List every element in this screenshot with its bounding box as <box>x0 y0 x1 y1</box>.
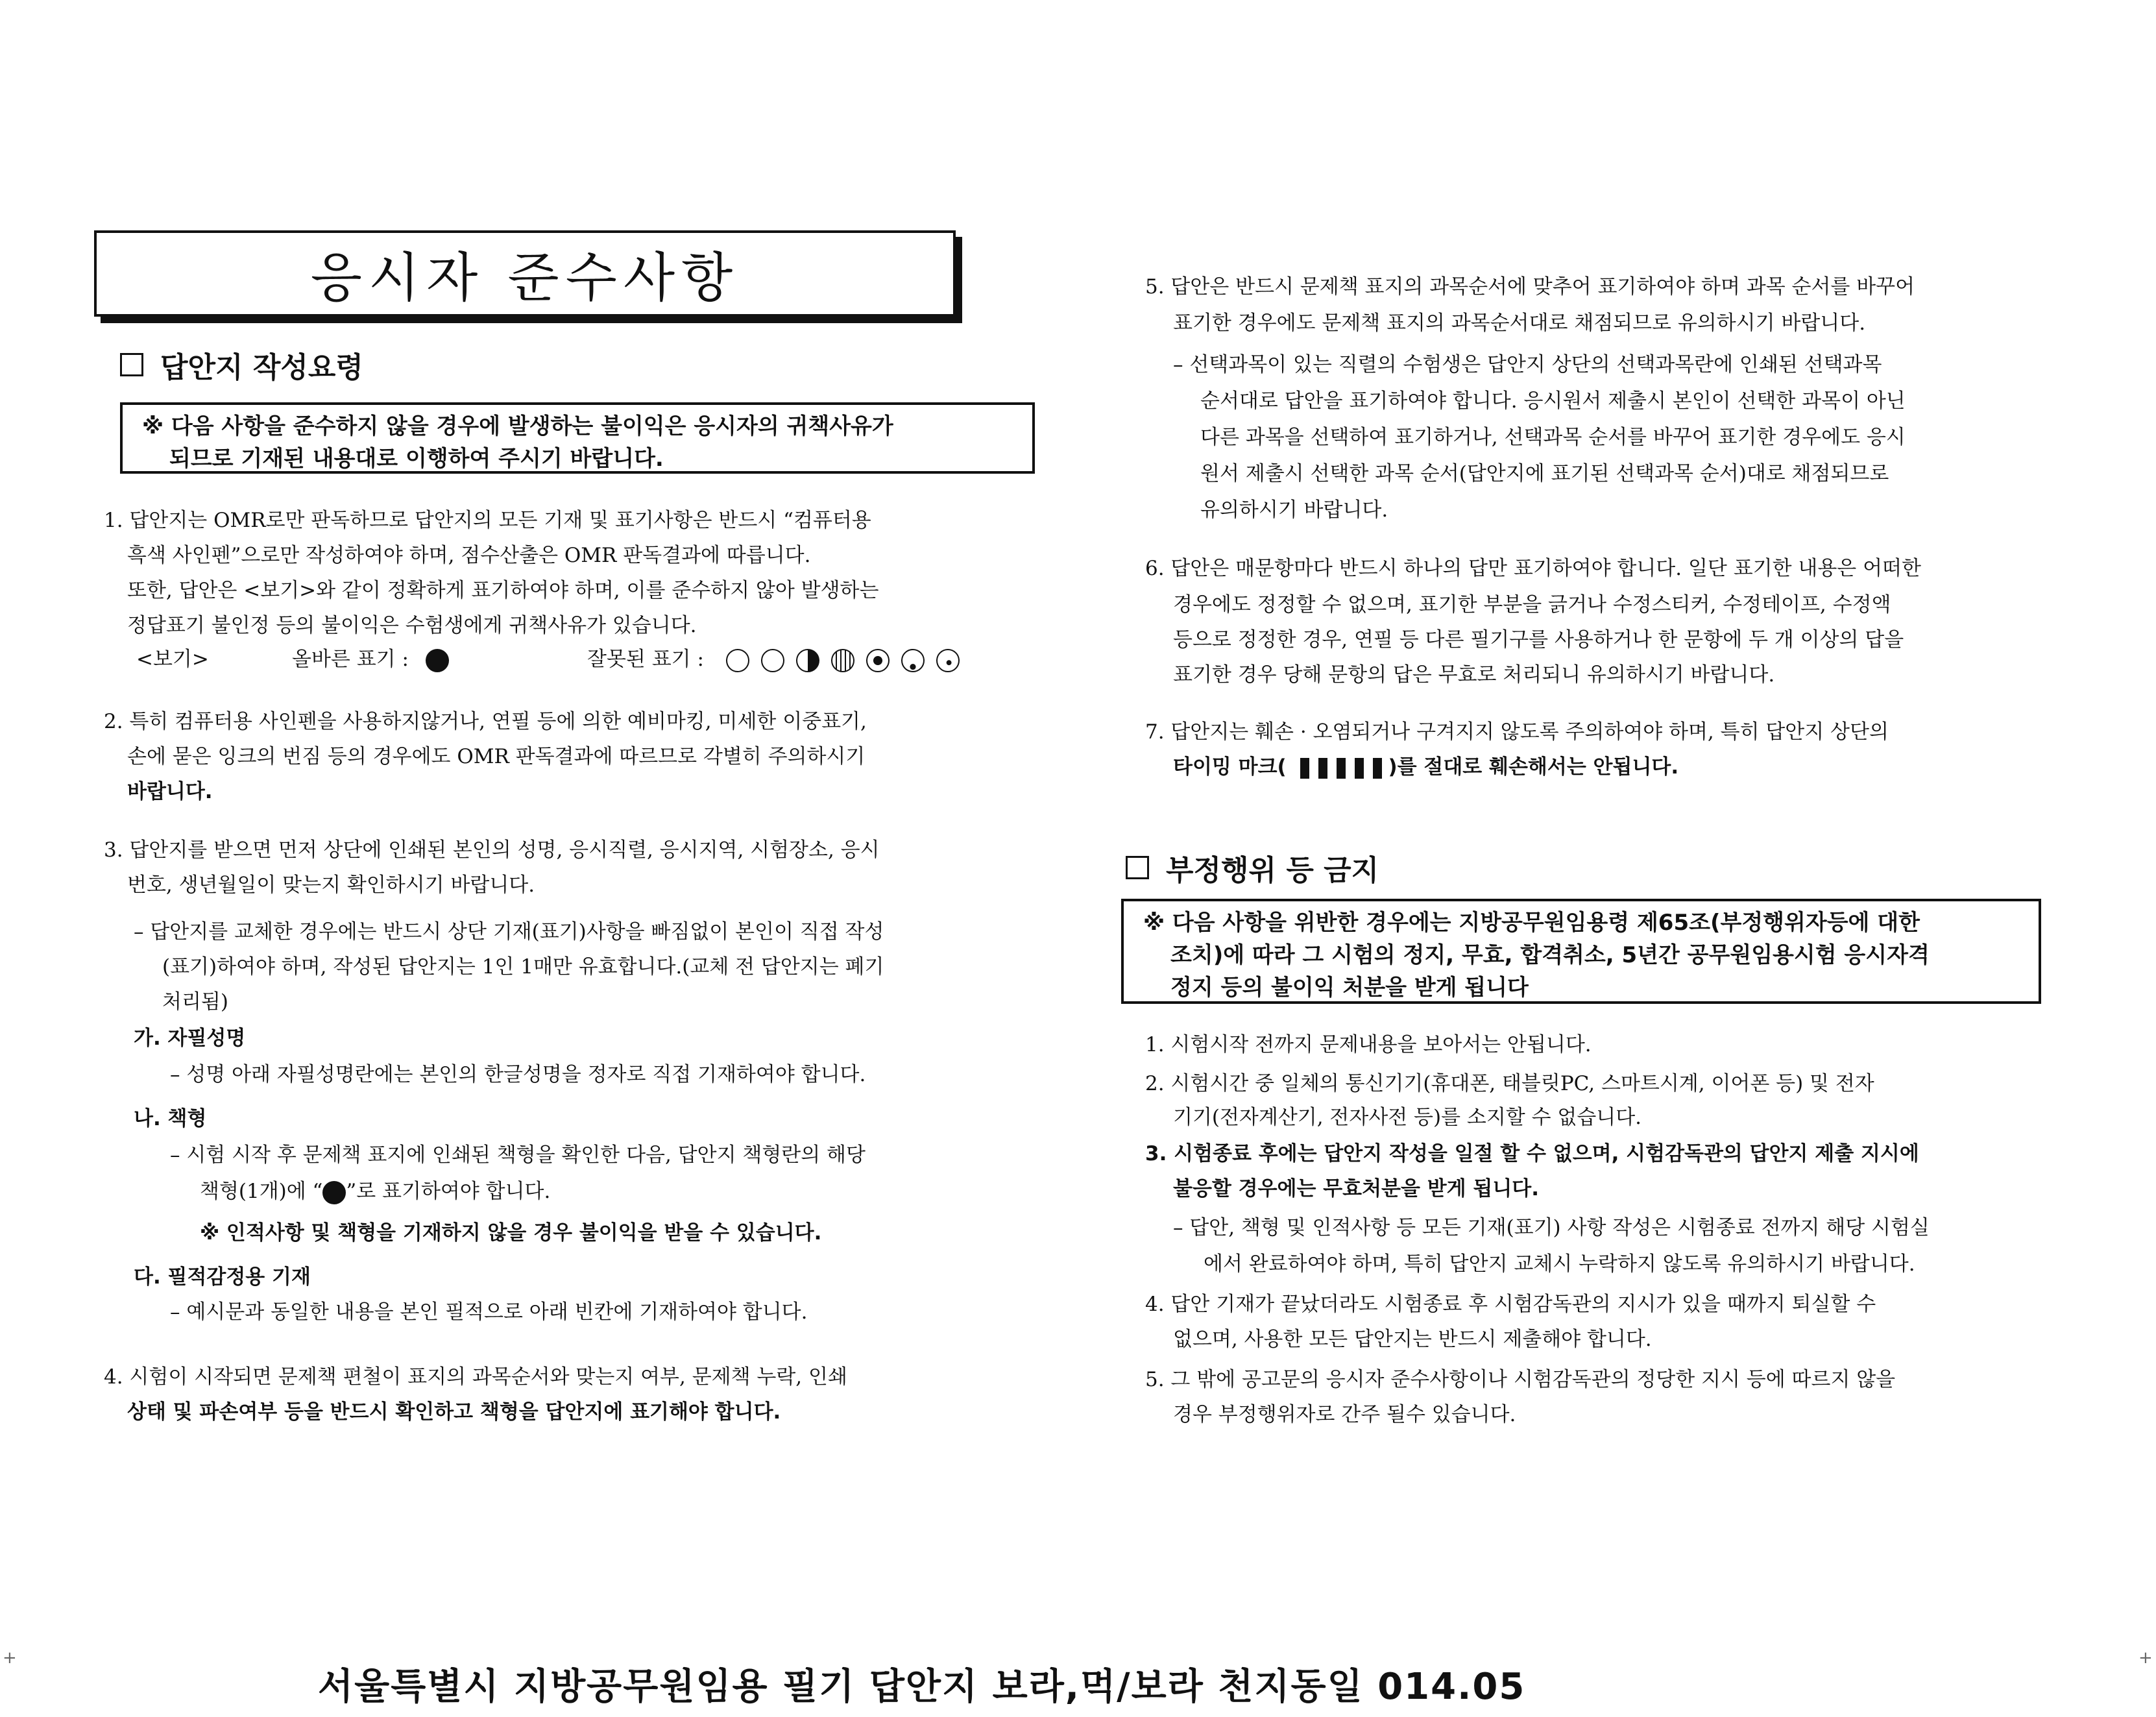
misconduct-item-5: 경우 부정행위자로 간주 될수 있습니다. <box>1173 1403 1516 1426</box>
item-3-line: 번호, 생년월일이 맞는지 확인하시기 바랍니다. <box>127 873 535 897</box>
item-7-line: 7. 답안지는 훼손 · 오염되거나 구겨지지 않도록 주의하여야 하며, 특히 답안지 상단의 <box>1145 720 1889 744</box>
item-6-line: 6. 답안은 매문항마다 반드시 하나의 답만 표기하여야 합니다. 일단 표기한 내용은 어떠한 <box>1145 557 1921 580</box>
subitem-na-warning: ※ 인적사항 및 책형을 기재하지 않을 경우 불이익을 받을 수 있습니다. <box>200 1221 822 1245</box>
notice-line: 되므로 기재된 내용대로 이행하여 주시기 바랍니다. <box>169 446 664 472</box>
item-2-line: 2. 특히 컴퓨터용 사인펜을 사용하지않거나, 연필 등에 의한 예비마킹, 미세한 이중표기, <box>104 710 867 733</box>
footer-caption: 서울특별시 지방공무원임용 필기 답안지 보라,먹/보라 천지동일 014.05 <box>318 1666 1526 1708</box>
example-label: <보기> <box>136 648 209 671</box>
booklet-mark-text-end: ”로 표기하여야 합니다. <box>346 1180 551 1203</box>
section-heading-answer-sheet <box>120 344 363 385</box>
checkbox-square-icon <box>120 353 143 376</box>
item-2-line: 손에 묻은 잉크의 번짐 등의 경우에도 OMR 판독결과에 따르므로 각별히 주의하시기 <box>127 745 866 768</box>
item-6-line: 경우에도 정정할 수 없으며, 표기한 부분을 긁거나 수정스티커, 수정테이프, 수정액 <box>1173 593 1891 616</box>
item-4-line: 상태 및 파손여부 등을 반드시 확인하고 책형을 답안지에 표기해야 합니다. <box>127 1400 781 1424</box>
item-1-line: 정답표기 불인정 등의 불이익은 수험생에게 귀책사유가 있습니다. <box>127 614 697 637</box>
page-title: 응시자 준수사항 <box>94 230 956 317</box>
notice-box-misconduct <box>1121 899 2041 1004</box>
x-bubble-icon <box>761 649 784 672</box>
section-heading-label: 부정행위 등 금지 <box>1166 854 1379 887</box>
subheading-da: 다. 필적감정용 기재 <box>134 1265 311 1289</box>
item-5-sub-line: – 선택과목이 있는 직렬의 수험생은 답안지 상단의 선택과목란에 인쇄된 선택과목 <box>1173 353 1882 376</box>
misconduct-item-2: 2. 시험시간 중 일체의 통신기기(휴대폰, 태블릿PC, 스마트시계, 이어폰 등) 및 전자 <box>1145 1072 1874 1095</box>
misconduct-item-3: 3. 시험종료 후에는 답안지 작성을 일절 할 수 없으며, 시험감독관의 답안지 제출 지시에 <box>1145 1142 1919 1165</box>
item-5-line: 5. 답안은 반드시 문제책 표지의 과목순서에 맞추어 표기하여야 하며 과목 순서를 바꾸어 <box>1145 275 1915 298</box>
misconduct-item-4: 4. 답안 기재가 끝났더라도 시험종료 후 시험감독관의 지시가 있을 때까지 퇴실할 수 <box>1145 1293 1876 1316</box>
item-5-sub-line: 유의하시기 바랍니다. <box>1200 498 1388 522</box>
timing-mark-text: 타이밍 마크( <box>1173 755 1287 779</box>
correct-mark-text: 올바른 표기 : <box>292 648 409 671</box>
item-7-line <box>1173 754 1678 780</box>
item-4-line: 4. 시험이 시작되면 문제책 편철이 표지의 과목순서와 맞는지 여부, 문제책 누락, 인쇄 <box>104 1365 847 1389</box>
item-2-line: 바랍니다. <box>127 780 213 803</box>
wrong-mark-label <box>587 646 960 672</box>
timing-mark-icon <box>1300 758 1382 779</box>
filled-bubble-icon <box>426 649 449 672</box>
booklet-mark-text: 책형(1개)에 “ <box>200 1180 323 1203</box>
crop-mark-icon: + <box>3 1648 17 1668</box>
filled-bubble-icon <box>322 1181 346 1204</box>
subheading-na: 나. 책형 <box>134 1107 207 1130</box>
striped-bubble-icon <box>831 649 854 672</box>
item-5-sub-line: 다른 과목을 선택하여 표기하거나, 선택과목 순서를 바꾸어 표기한 경우에도 응시 <box>1200 426 1906 449</box>
item-3-sub-line: – 답안지를 교체한 경우에는 반드시 상단 기재(표기)사항을 빠짐없이 본인이 직접 작성 <box>134 920 884 944</box>
misconduct-item-3-sub: – 답안, 책형 및 인적사항 등 모든 기재(표기) 사항 작성은 시험종료 전까지 해당 시험실 <box>1173 1216 1930 1239</box>
subheading-ga: 가. 자필성명 <box>134 1027 246 1050</box>
correct-mark-label <box>292 646 449 672</box>
wrong-marks-group <box>726 649 960 672</box>
misconduct-item-3-sub: 에서 완료하여야 하며, 특히 답안지 교체시 누락하지 않도록 유의하시기 바랍니다. <box>1204 1252 1915 1276</box>
item-1-line: 1. 답안지는 OMR로만 판독하므로 답안지의 모든 기재 및 표기사항은 반드시 “컴퓨터용 <box>104 509 871 532</box>
offcenter-dot-bubble-icon <box>936 649 960 672</box>
misconduct-item-5: 5. 그 밖에 공고문의 응시자 준수사항이나 시험감독관의 정당한 지시 등에 따르지 않을 <box>1145 1368 1896 1391</box>
check-bubble-icon <box>726 649 749 672</box>
misconduct-item-3: 불응할 경우에는 무효처분을 받게 됩니다. <box>1173 1177 1540 1200</box>
half-filled-bubble-icon <box>796 649 819 672</box>
subitem-na-line: – 시험 시작 후 문제책 표지에 인쇄된 책형을 확인한 다음, 답안지 책형란의 해당 <box>170 1143 866 1167</box>
checkbox-square-icon <box>1126 856 1149 879</box>
notice-line: ※ 다음 사항을 위반한 경우에는 지방공무원임용령 제65조(부정행위자등에 대한 <box>1143 910 1920 936</box>
section-heading-misconduct <box>1126 847 1379 888</box>
item-5-sub-line: 원서 제출시 선택한 과목 순서(답안지에 표기된 선택과목 순서)대로 채점되므로 <box>1200 462 1889 485</box>
dot-bubble-icon <box>866 649 890 672</box>
item-1-line: 또한, 답안은 <보기>와 같이 정확하게 표기하여야 하며, 이를 준수하지 않아 발생하는 <box>127 579 879 602</box>
item-3-sub-line: 처리됨) <box>162 990 228 1014</box>
wrong-mark-text: 잘못된 표기 : <box>587 648 704 671</box>
item-3-sub-line: (표기)하여야 하며, 작성된 답안지는 1인 1매만 유효합니다.(교체 전 답안지는 폐기 <box>162 955 884 979</box>
item-1-line: 흑색 사인펜”으로만 작성하여야 하며, 점수산출은 OMR 판독결과에 따릅니다. <box>127 544 811 567</box>
notice-box-answer-sheet <box>120 402 1035 474</box>
misconduct-item-1: 1. 시험시작 전까지 문제내용을 보아서는 안됩니다. <box>1145 1033 1592 1056</box>
misconduct-item-4: 없으며, 사용한 모든 답안지는 반드시 제출해야 합니다. <box>1173 1328 1652 1351</box>
item-5-line: 표기한 경우에도 문제책 표지의 과목순서대로 채점되므로 유의하시기 바랍니다. <box>1173 311 1866 335</box>
subitem-da-line: – 예시문과 동일한 내용을 본인 필적으로 아래 빈칸에 기재하여야 합니다. <box>170 1300 808 1324</box>
item-6-line: 등으로 정정한 경우, 연필 등 다른 필기구를 사용하거나 한 문항에 두 개 이상의 답을 <box>1173 628 1904 651</box>
item-5-sub-line: 순서대로 답안을 표기하여야 합니다. 응시원서 제출시 본인이 선택한 과목이 아닌 <box>1200 389 1906 413</box>
notice-line: 정지 등의 불이익 처분을 받게 됩니다 <box>1170 975 1529 1001</box>
subitem-ga-line: – 성명 아래 자필성명란에는 본인의 한글성명을 정자로 직접 기재하여야 합니다. <box>170 1063 866 1086</box>
timing-mark-text-end: )를 절대로 훼손해서는 안됩니다. <box>1388 755 1679 779</box>
item-6-line: 표기한 경우 당해 문항의 답은 무효로 처리되니 유의하시기 바랍니다. <box>1173 663 1775 687</box>
misconduct-item-2: 기기(전자계산기, 전자사전 등)를 소지할 수 없습니다. <box>1173 1106 1642 1129</box>
small-dot-bubble-icon <box>901 649 925 672</box>
section-heading-label: 답안지 작성요령 <box>160 351 363 384</box>
notice-line: ※ 다음 사항을 준수하지 않을 경우에 발생하는 불이익은 응시자의 귀책사유가 <box>142 413 893 439</box>
item-3-line: 3. 답안지를 받으면 먼저 상단에 인쇄된 본인의 성명, 응시직렬, 응시지역, 시험장소, 응시 <box>104 838 880 862</box>
notice-line: 조치)에 따라 그 시험의 정지, 무효, 합격취소, 5년간 공무원임용시험 응시자격 <box>1170 942 1930 968</box>
subitem-na-line <box>200 1178 550 1204</box>
crop-mark-icon: + <box>2138 1648 2153 1668</box>
